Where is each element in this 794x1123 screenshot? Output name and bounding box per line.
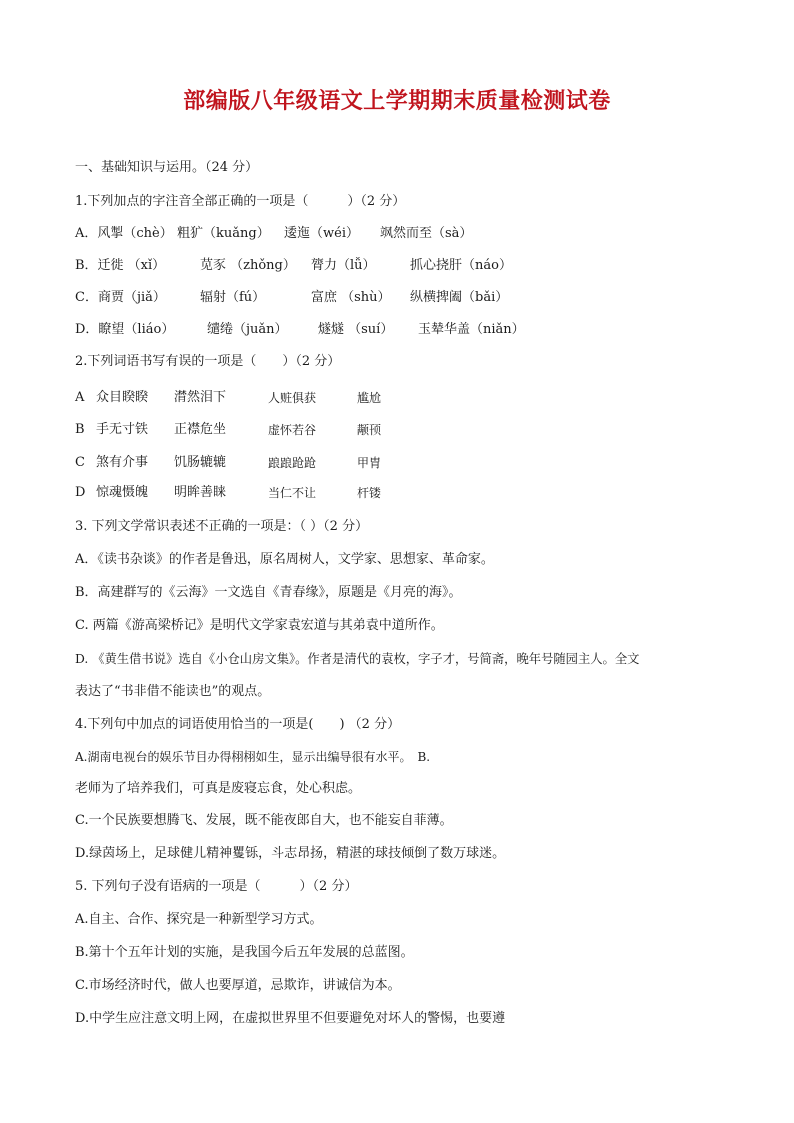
q2-row-b-word-3: 虚怀若谷 — [268, 423, 317, 437]
q1-option-a-4: 飒然而至（sà） — [380, 226, 473, 241]
q4-option-b: 老师为了培养我们，可真是废寝忘食，处心积虑。 — [75, 781, 362, 796]
q5-option-b: B.第十个五年计划的实施，是我国今后五年发展的总蓝图。 — [75, 945, 414, 960]
q2-row-b-letter: B — [75, 422, 85, 437]
q2-stem: 2.下列词语书写有误的一项是（ ）（2 分） — [75, 354, 341, 369]
q2-row-d-letter: D — [75, 485, 86, 500]
q1-option-c-2: 辐射（fú） — [200, 290, 266, 305]
q1-option-d-4: 玉辇华盖（niǎn） — [418, 322, 525, 337]
q2-row-a-word-3: 人赃俱获 — [268, 391, 317, 405]
q2-row-d-word-4: 杆镂 — [357, 486, 382, 500]
q4-option-d: D.绿茵场上，足球健儿精神矍铄，斗志昂扬，精湛的球技倾倒了数万球迷。 — [75, 846, 506, 861]
q1-option-d-3: 燧燧 （suí） — [318, 322, 394, 337]
q3-option-b: B．高建群写的《云海》一文选自《青春缘》，原题是《月亮的海》。 — [75, 585, 462, 600]
q1-option-b-2: 苋豕 （zhǒng） — [200, 258, 296, 273]
q2-row-b-word-2: 正襟危坐 — [174, 422, 227, 437]
q3-stem: 3. 下列文学常识表述不正确的一项是：（ ）（2 分） — [75, 519, 369, 534]
q1-option-b-1: B．迁徙 （xǐ） — [75, 258, 166, 273]
q1-option-d-1: D．瞭望（liáo） — [75, 322, 175, 337]
q1-option-a-3: 逶迤（wéi） — [284, 226, 359, 241]
q3-option-d-line-1: D. 《黄生借书说》选自《小仓山房文集》。作者是清代的袁枚，字子才，号简斋，晚年号随园主人。全文 — [75, 652, 640, 666]
q1-option-c-4: 纵横捭阖（bǎi） — [410, 290, 509, 305]
q1-option-c-3: 富庶 （shù） — [311, 290, 391, 305]
q1-stem: 1.下列加点的字注音全部正确的一项是（ ）（2 分） — [75, 194, 406, 209]
q1-option-c-1: C．商贾（jiǎ） — [75, 290, 166, 305]
q5-option-d: D.中学生应注意文明上网，在虚拟世界里不但要避免对坏人的警惕，也要遵 — [75, 1011, 506, 1026]
q1-option-b-4: 抓心挠肝（náo） — [410, 258, 512, 273]
q2-row-d-word-2: 明眸善睐 — [174, 485, 227, 500]
q4-option-c: C.一个民族要想腾飞、发展，既不能夜郎自大，也不能妄自菲薄。 — [75, 813, 453, 828]
q2-row-b-word-1: 手无寸铁 — [96, 422, 149, 437]
q2-row-c-word-3: 踉踉跄跄 — [268, 456, 317, 470]
q1-option-a-2: 粗犷（kuǎng） — [177, 226, 270, 241]
q2-row-a-word-2: 潸然泪下 — [174, 390, 227, 405]
q2-row-a-letter: A — [75, 390, 85, 405]
q2-row-c-word-2: 饥肠辘辘 — [174, 455, 227, 470]
q2-row-d-word-3: 当仁不让 — [268, 486, 317, 500]
q3-option-c: C. 两篇《游高梁桥记》是明代文学家袁宏道与其弟袁中道所作。 — [75, 618, 444, 633]
q5-option-a: A.自主、合作、探究是一种新型学习方式。 — [75, 912, 323, 927]
q1-option-a-1: A．风掣（chè） — [75, 226, 173, 241]
q3-option-d-line-2: 表达了“书非借不能读也”的观点。 — [75, 684, 271, 699]
q3-option-a: A．《读书杂谈》的作者是鲁迅，原名周树人，文学家、思想家、革命家。 — [75, 552, 494, 567]
q1-option-d-2: 缱绻（juǎn） — [207, 322, 288, 337]
q2-row-c-letter: C — [75, 455, 85, 470]
q4-stem: 4.下列句中加点的词语使用恰当的一项是( ) （2 分） — [75, 717, 401, 732]
q4-option-a: A.湖南电视台的娱乐节目办得栩栩如生，显示出编导很有水平。 B. — [75, 750, 431, 764]
q1-option-b-3: 膂力（lǚ） — [311, 258, 376, 273]
section-heading: 一、基础知识与运用。（24 分） — [75, 160, 259, 175]
q2-row-b-word-4: 颟顸 — [357, 423, 382, 437]
q2-row-c-word-1: 煞有介事 — [96, 455, 149, 470]
q2-row-c-word-4: 甲胄 — [357, 456, 382, 470]
q2-row-d-word-1: 惊魂慑魄 — [96, 485, 149, 500]
q5-stem: 5. 下列句子没有语病的一项是（ ）（2 分） — [75, 879, 358, 894]
exam-title: 部编版八年级语文上学期期末质量检测试卷 — [183, 89, 611, 114]
q2-row-a-word-4: 尴尬 — [357, 391, 382, 405]
q2-row-a-word-1: 众目睽睽 — [96, 390, 149, 405]
q5-option-c: C.市场经济时代，做人也要厚道，忌欺诈，讲诚信为本。 — [75, 978, 401, 993]
